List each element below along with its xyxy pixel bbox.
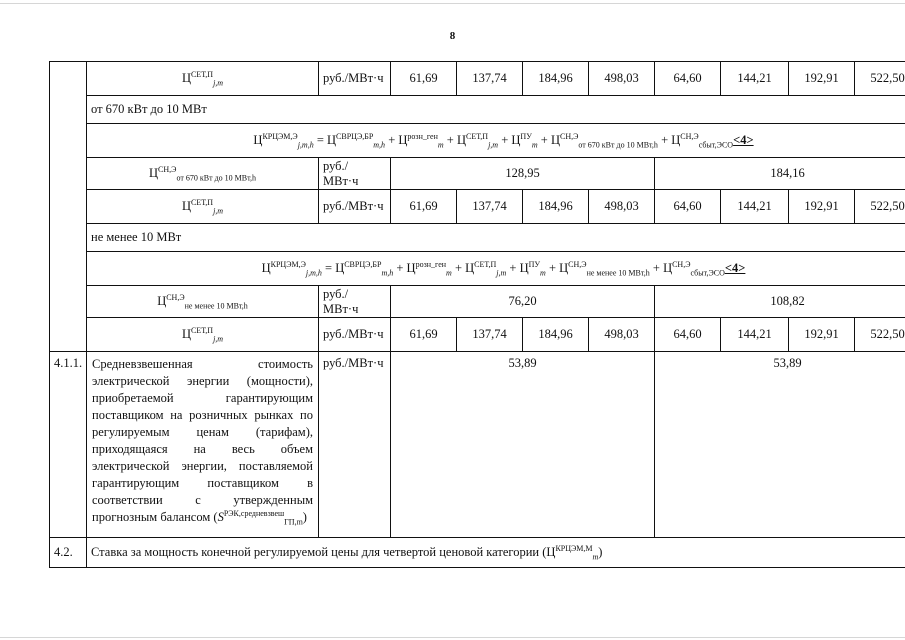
- sn-symbol-10: $Ц^{СН,Э}_{не менее 10 МВт,h}$: [87, 286, 319, 318]
- rate-value: 64,60: [655, 62, 721, 96]
- rate-value: 498,03: [589, 62, 655, 96]
- rate-value: 137,74: [457, 318, 523, 352]
- rate-value: 61,69: [391, 190, 457, 224]
- value-b: 53,89: [655, 352, 905, 538]
- value-b: 108,82: [655, 286, 905, 318]
- rate-value: 64,60: [655, 190, 721, 224]
- item-number: 4.1.1.: [50, 352, 87, 538]
- left-number-cell: [50, 62, 87, 352]
- sn-symbol-670: $Ц^{СН,Э}_{от 670 кВт до 10 МВт,h}$: [87, 158, 319, 190]
- rate-value: 64,60: [655, 318, 721, 352]
- rate-value: 522,50: [855, 318, 905, 352]
- rate-value: 192,91: [789, 62, 855, 96]
- value-a: 76,20: [391, 286, 655, 318]
- value-b: 184,16: [655, 158, 905, 190]
- band-label: от 670 кВт до 10 МВт: [87, 96, 905, 124]
- table-row: [50, 62, 905, 96]
- rate-value: 184,96: [523, 190, 589, 224]
- rate-value: 184,96: [523, 318, 589, 352]
- tariff-table: [49, 61, 905, 568]
- value-a: 53,89: [391, 352, 655, 538]
- rate-value: 144,21: [721, 318, 789, 352]
- rate-value: 61,69: [391, 318, 457, 352]
- rate-value: 144,21: [721, 62, 789, 96]
- rate-value: 498,03: [589, 190, 655, 224]
- set-symbol: $Ц^{СЕТ,П}_{j,m}$: [87, 318, 319, 352]
- rate-value: 192,91: [789, 318, 855, 352]
- rate-value: 144,21: [721, 190, 789, 224]
- set-symbol: $Ц^{СЕТ,П}_{j,m}$: [87, 190, 319, 224]
- scan-artifact: [0, 637, 905, 638]
- rate-value: 498,03: [589, 318, 655, 352]
- rate-value: 137,74: [457, 62, 523, 96]
- item-411-description: Средневзвешенная стоимость электрической энергии (мощности), приобретаемой гарантирующим поставщиком на розничных рынках по регулируемым ценам (тарифам), приходящаяся на весь объем электрической энергии, поставляемой гарантирующим поставщиком в соответствии с утвержденным прогнозным балансом $(S^{РЭК,средневзвеш}_{ГП,m})$: [87, 352, 319, 538]
- unit: руб./МВт·ч: [319, 62, 391, 96]
- rate-value: 192,91: [789, 190, 855, 224]
- unit: руб./ МВт·ч: [319, 158, 391, 190]
- item-number: 4.2.: [50, 538, 87, 568]
- band-label: не менее 10 МВт: [87, 224, 905, 252]
- value-a: 128,95: [391, 158, 655, 190]
- rate-value: 61,69: [391, 62, 457, 96]
- scan-artifact: [0, 3, 905, 4]
- formula-670: $Ц^{КРЦЭМ,Э}_{j,m,h} = Ц^{СВРЦЭ,БР}_{m,h} + Ц^{розн\_ген}_m + Ц^{СЕТ,П}_{j,m} + Ц^{ПУ}_m + Ц^{СН,Э}_{от 670 кВт до 10 МВт,h} + Ц^{СН,Э}_{сбыт,ЭСО}<4>$: [87, 124, 905, 158]
- unit: руб./ МВт·ч: [319, 286, 391, 318]
- rate-value: 522,50: [855, 190, 905, 224]
- rate-value: 137,74: [457, 190, 523, 224]
- rate-value: 522,50: [855, 62, 905, 96]
- unit: руб./МВт·ч: [319, 352, 391, 538]
- formula-10: $Ц^{КРЦЭМ,Э}_{j,m,h} = Ц^{СВРЦЭ,БР}_{m,h} + Ц^{розн\_ген}_m + Ц^{СЕТ,П}_{j,m} + Ц^{ПУ}_m + Ц^{СН,Э}_{не менее 10 МВт,h} + Ц^{СН,Э}_{сбыт,ЭСО}<4>$: [87, 252, 905, 286]
- page-number: 8: [449, 30, 456, 42]
- unit: руб./МВт·ч: [319, 190, 391, 224]
- set-symbol: $Ц^{СЕТ,П}_{j,m}$: [87, 62, 319, 96]
- rate-value: 184,96: [523, 62, 589, 96]
- item-42-description: Ставка за мощность конечной регулируемой цены для четвертой ценовой категории $(Ц^{КРЦЭМ,М}_m)$: [87, 538, 905, 568]
- unit: руб./МВт·ч: [319, 318, 391, 352]
